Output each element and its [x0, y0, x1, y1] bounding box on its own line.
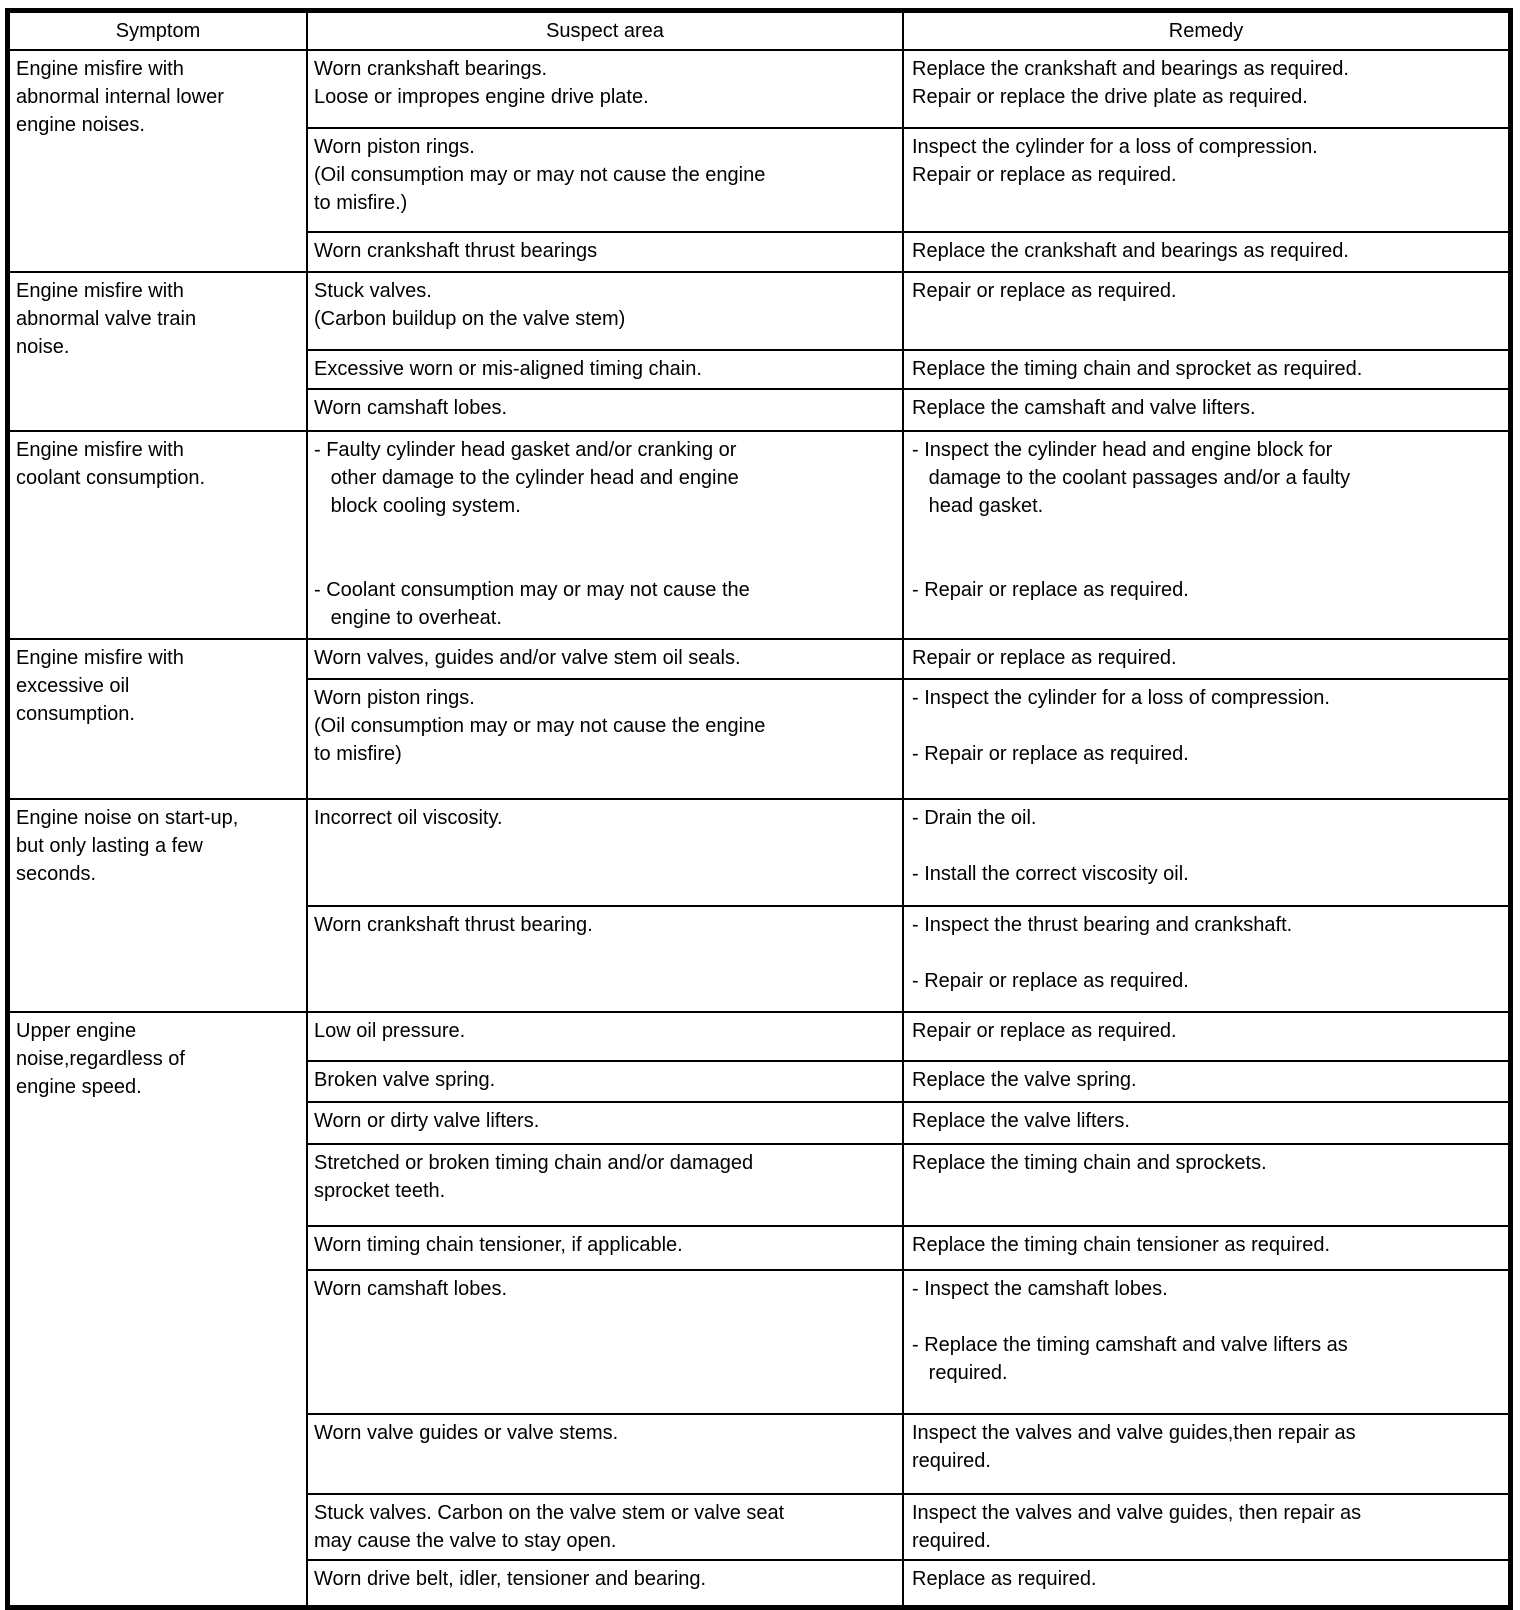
subrow-container	[308, 640, 1508, 798]
table-header-row	[10, 13, 1508, 51]
cell-line: Worn crankshaft thrust bearing.	[314, 914, 593, 936]
cell-line: - Drain the oil.	[912, 807, 1037, 829]
table-row	[308, 127, 1508, 231]
cell-line: Replace the crankshaft and bearings as required.	[912, 58, 1349, 80]
cell-line: - Install the correct viscosity oil.	[912, 863, 1189, 885]
cell-line: Repair or replace as required.	[912, 1020, 1177, 1042]
cell-line: to misfire.)	[314, 192, 408, 214]
cell-line: Incorrect oil viscosity.	[314, 807, 503, 829]
suspect-cell	[308, 1561, 904, 1605]
cell-line: Low oil pressure.	[314, 1020, 466, 1042]
table-row	[308, 1559, 1508, 1605]
cell-line: Worn or dirty valve lifters.	[314, 1110, 540, 1132]
remedy-cell	[904, 432, 1508, 638]
symptom-group	[10, 1011, 1508, 1605]
cell-line: Replace the timing chain and sprockets.	[912, 1152, 1267, 1174]
symptom-group	[10, 798, 1508, 1011]
cell-line: Worn valve guides or valve stems.	[314, 1422, 619, 1444]
suspect-cell	[308, 390, 904, 430]
symptom-cell	[10, 432, 308, 638]
suspect-cell	[308, 432, 904, 638]
remedy-cell	[904, 1103, 1508, 1143]
subrow-container	[308, 432, 1508, 638]
cell-line	[912, 712, 1504, 740]
suspect-cell	[308, 51, 904, 127]
suspect-cell	[308, 1013, 904, 1060]
remedy-cell	[904, 640, 1508, 678]
symptom-group	[10, 430, 1508, 638]
subrow-container	[308, 273, 1508, 430]
remedy-cell	[904, 233, 1508, 271]
remedy-cell	[904, 1145, 1508, 1225]
symptom-cell	[10, 640, 308, 798]
cell-line: Worn camshaft lobes.	[314, 1278, 508, 1300]
cell-line: Loose or impropes engine drive plate.	[314, 86, 649, 108]
cell-line: required.	[912, 1450, 991, 1472]
cell-line: - Coolant consumption may or may not cause the	[314, 579, 750, 601]
cell-line: Excessive worn or mis-aligned timing chain.	[314, 358, 702, 380]
table-row	[308, 640, 1508, 678]
suspect-cell	[308, 907, 904, 1011]
cell-line: Inspect the valves and valve guides,then repair as	[912, 1422, 1356, 1444]
cell-line: required.	[912, 1362, 1008, 1384]
cell-line: abnormal internal lower	[16, 86, 224, 108]
table-body	[10, 51, 1508, 1605]
cell-line: Worn valves, guides and/or valve stem oil seals.	[314, 647, 741, 669]
symptom-cell	[10, 51, 308, 271]
cell-line: Repair or replace as required.	[912, 647, 1177, 669]
cell-line: Engine misfire with	[16, 280, 184, 302]
cell-line: Stretched or broken timing chain and/or damaged	[314, 1152, 754, 1174]
table-row	[308, 1060, 1508, 1101]
table-row	[308, 1413, 1508, 1493]
cell-line: - Inspect the cylinder for a loss of compression.	[912, 687, 1330, 709]
cell-line: Worn piston rings.	[314, 136, 475, 158]
cell-line: - Inspect the camshaft lobes.	[912, 1278, 1168, 1300]
remedy-cell	[904, 800, 1508, 905]
cell-line: Engine misfire with	[16, 58, 184, 80]
suspect-cell	[308, 273, 904, 349]
suspect-cell	[308, 800, 904, 905]
cell-line: seconds.	[16, 863, 97, 885]
table-row	[308, 273, 1508, 349]
symptom-cell	[10, 800, 308, 1011]
symptom-cell	[10, 273, 308, 430]
remedy-cell	[904, 1495, 1508, 1559]
cell-line: engine to overheat.	[314, 607, 502, 629]
cell-line	[912, 1303, 1504, 1331]
cell-line: Worn crankshaft thrust bearings	[314, 240, 598, 262]
remedy-cell	[904, 680, 1508, 798]
header-suspect-area: Suspect area	[308, 13, 904, 49]
cell-line: Replace the camshaft and valve lifters.	[912, 397, 1256, 419]
suspect-cell	[308, 1227, 904, 1269]
cell-line: Inspect the valves and valve guides, then repair as	[912, 1502, 1362, 1524]
cell-line: - Inspect the thrust bearing and crankshaft.	[912, 914, 1293, 936]
cell-line: Replace the timing chain and sprocket as required.	[912, 358, 1363, 380]
cell-line: abnormal valve train	[16, 308, 197, 330]
table-row	[308, 1225, 1508, 1269]
cell-line: damage to the coolant passages and/or a faulty	[912, 467, 1351, 489]
cell-line: noise.	[16, 336, 70, 358]
remedy-cell	[904, 129, 1508, 231]
table-row	[308, 51, 1508, 127]
cell-line: Inspect the cylinder for a loss of compression.	[912, 136, 1318, 158]
cell-line: block cooling system.	[314, 495, 521, 517]
cell-line: Upper engine	[16, 1020, 137, 1042]
cell-line: excessive oil	[16, 675, 130, 697]
cell-line: Worn camshaft lobes.	[314, 397, 508, 419]
remedy-cell	[904, 1062, 1508, 1101]
cell-line: Repair or replace as required.	[912, 164, 1177, 186]
cell-line: - Repair or replace as required.	[912, 970, 1189, 992]
table-row	[308, 349, 1508, 388]
cell-line: Repair or replace as required.	[912, 280, 1177, 302]
table-row	[308, 800, 1508, 905]
cell-line: Repair or replace the drive plate as required.	[912, 86, 1308, 108]
cell-line: but only lasting a few	[16, 835, 203, 857]
cell-line: required.	[912, 1530, 991, 1552]
cell-line: Broken valve spring.	[314, 1069, 496, 1091]
table-row	[308, 1269, 1508, 1413]
cell-line: Worn timing chain tensioner, if applicable.	[314, 1234, 683, 1256]
cell-line	[314, 548, 898, 576]
suspect-cell	[308, 640, 904, 678]
header-symptom: Symptom	[10, 13, 308, 49]
remedy-cell	[904, 390, 1508, 430]
subrow-container	[308, 51, 1508, 271]
remedy-cell	[904, 907, 1508, 1011]
cell-line: - Repair or replace as required.	[912, 743, 1189, 765]
suspect-cell	[308, 1495, 904, 1559]
cell-line: (Carbon buildup on the valve stem)	[314, 308, 626, 330]
table-row	[308, 678, 1508, 798]
table-row	[308, 388, 1508, 430]
cell-line: Replace the timing chain tensioner as required.	[912, 1234, 1331, 1256]
symptom-group	[10, 51, 1508, 271]
remedy-cell	[904, 351, 1508, 388]
cell-line	[912, 832, 1504, 860]
table-row	[308, 432, 1508, 638]
suspect-cell	[308, 1415, 904, 1493]
cell-line: sprocket teeth.	[314, 1180, 446, 1202]
cell-line: Engine misfire with	[16, 439, 184, 461]
table-row	[308, 1493, 1508, 1559]
symptom-troubleshooting-table	[5, 8, 1513, 1610]
cell-line: - Faulty cylinder head gasket and/or cranking or	[314, 439, 737, 461]
cell-line	[912, 939, 1504, 967]
symptom-group	[10, 271, 1508, 430]
cell-line: Worn piston rings.	[314, 687, 475, 709]
cell-line: coolant consumption.	[16, 467, 206, 489]
table-row	[308, 1143, 1508, 1225]
cell-line	[912, 520, 1504, 548]
remedy-cell	[904, 1415, 1508, 1493]
suspect-cell	[308, 1103, 904, 1143]
remedy-cell	[904, 273, 1508, 349]
cell-line: Replace the valve lifters.	[912, 1110, 1130, 1132]
suspect-cell	[308, 680, 904, 798]
cell-line: Replace the crankshaft and bearings as required.	[912, 240, 1349, 262]
cell-line	[314, 520, 898, 548]
suspect-cell	[308, 233, 904, 271]
suspect-cell	[308, 351, 904, 388]
cell-line: Worn drive belt, idler, tensioner and bearing.	[314, 1568, 707, 1590]
remedy-cell	[904, 1561, 1508, 1605]
remedy-cell	[904, 1227, 1508, 1269]
remedy-cell	[904, 51, 1508, 127]
subrow-container	[308, 1013, 1508, 1605]
symptom-group	[10, 638, 1508, 798]
cell-line: to misfire)	[314, 743, 402, 765]
symptom-cell	[10, 1013, 308, 1605]
cell-line: (Oil consumption may or may not cause the engine	[314, 164, 766, 186]
cell-line: - Replace the timing camshaft and valve lifters as	[912, 1334, 1348, 1356]
cell-line: head gasket.	[912, 495, 1044, 517]
cell-line: noise,regardless of	[16, 1048, 185, 1070]
remedy-cell	[904, 1013, 1508, 1060]
cell-line: Stuck valves. Carbon on the valve stem or valve seat	[314, 1502, 785, 1524]
cell-line: Replace the valve spring.	[912, 1069, 1137, 1091]
cell-line: - Repair or replace as required.	[912, 579, 1189, 601]
remedy-cell	[904, 1271, 1508, 1413]
table-row	[308, 905, 1508, 1011]
cell-line: (Oil consumption may or may not cause the engine	[314, 715, 766, 737]
cell-line: Engine noise on start-up,	[16, 807, 239, 829]
table-row	[308, 231, 1508, 271]
subrow-container	[308, 800, 1508, 1011]
cell-line: may cause the valve to stay open.	[314, 1530, 617, 1552]
table-row	[308, 1101, 1508, 1143]
suspect-cell	[308, 1062, 904, 1101]
cell-line: Stuck valves.	[314, 280, 432, 302]
suspect-cell	[308, 1145, 904, 1225]
cell-line: Replace as required.	[912, 1568, 1097, 1590]
cell-line	[912, 548, 1504, 576]
cell-line: Engine misfire with	[16, 647, 184, 669]
cell-line: consumption.	[16, 703, 135, 725]
suspect-cell	[308, 129, 904, 231]
cell-line: Worn crankshaft bearings.	[314, 58, 548, 80]
cell-line: engine noises.	[16, 114, 145, 136]
table-row	[308, 1013, 1508, 1060]
suspect-cell	[308, 1271, 904, 1413]
cell-line: engine speed.	[16, 1076, 142, 1098]
header-remedy: Remedy	[1168, 20, 1244, 42]
cell-line: other damage to the cylinder head and engine	[314, 467, 739, 489]
cell-line: - Inspect the cylinder head and engine block for	[912, 439, 1333, 461]
